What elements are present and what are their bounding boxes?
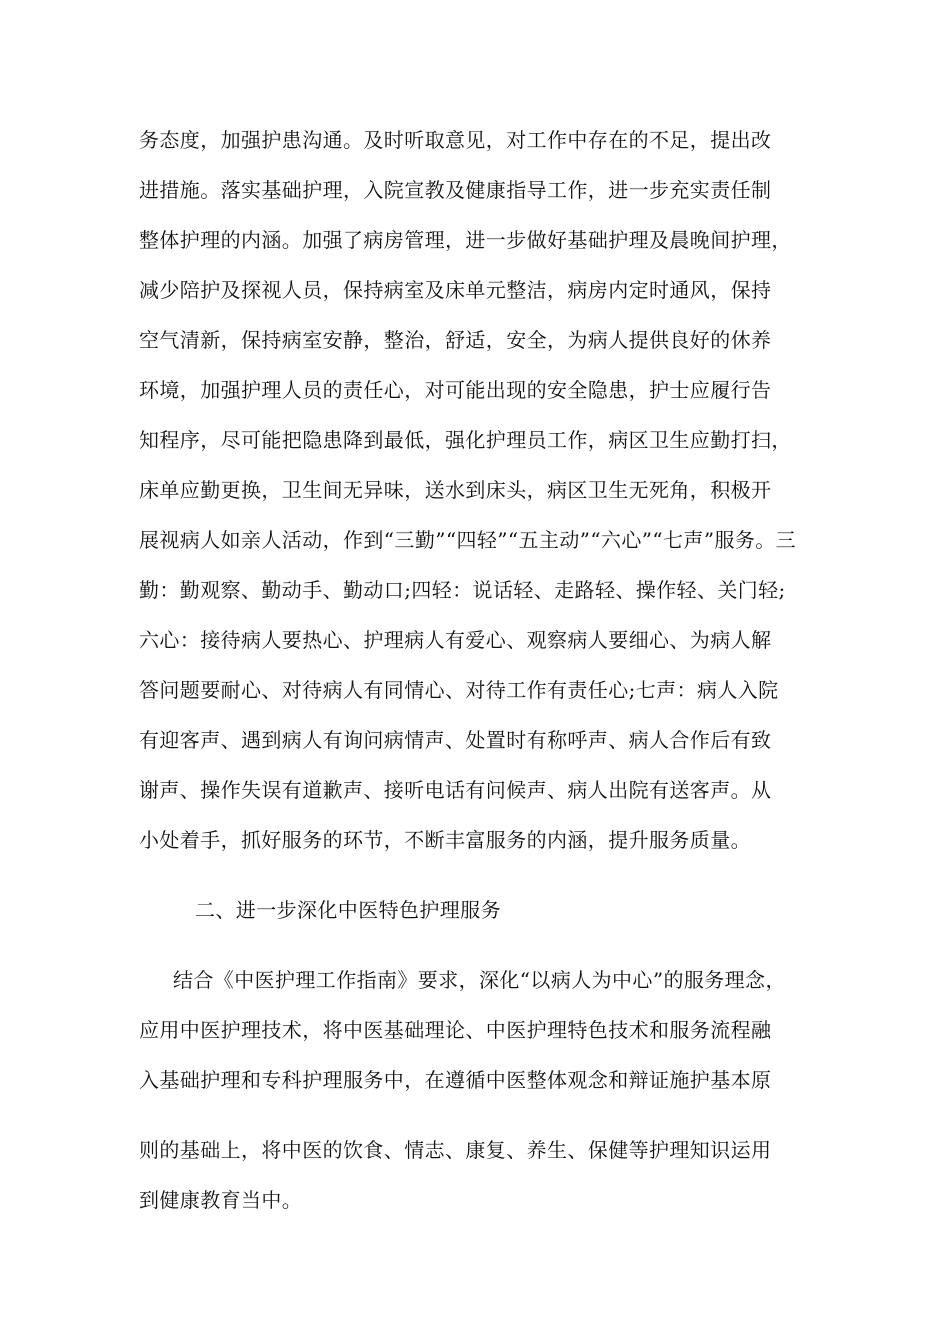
body-line: 有迎客声、遇到病人有询问病情声、处置时有称呼声、病人合作后有致 xyxy=(139,728,772,752)
body-line: 整体护理的内涵。加强了病房管理，进一步做好基础护理及晨晚间护理， xyxy=(139,228,792,252)
body-line: 知程序，尽可能把隐患降到最低，强化护理员工作，病区卫生应勤打扫， xyxy=(139,428,792,452)
body-line: 进措施。落实基础护理，入院宣教及健康指导工作，进一步充实责任制 xyxy=(139,178,772,202)
body-line: 减少陪护及探视人员，保持病室及床单元整洁，病房内定时通风，保持 xyxy=(139,278,772,302)
body-line: 床单应勤更换，卫生间无异味，送水到床头，病区卫生无死角，积极开 xyxy=(139,478,772,502)
body-line: 空气清新，保持病室安静，整治，舒适，安全，为病人提供良好的休养 xyxy=(139,328,772,352)
body-line: 务态度，加强护患沟通。及时听取意见，对工作中存在的不足，提出改 xyxy=(139,128,772,152)
body-line: 结合《中医护理工作指南》要求，深化“以病人为中心”的服务理念， xyxy=(173,968,786,992)
body-line: 谢声、操作失误有道歉声、接听电话有问候声、病人出院有送客声。从 xyxy=(139,778,772,802)
body-line: 则的基础上，将中医的饮食、情志、康复、养生、保健等护理知识运用 xyxy=(139,1138,772,1162)
body-line: 勤：勤观察、勤动手、勤动口;四轻：说话轻、走路轻、操作轻、关门轻; xyxy=(139,578,786,602)
section-heading: 二、进一步深化中医特色护理服务 xyxy=(195,898,501,922)
body-line: 答问题要耐心、对待病人有同情心、对待工作有责任心;七声：病人入院 xyxy=(139,678,779,702)
body-line: 入基础护理和专科护理服务中，在遵循中医整体观念和辩证施护基本原 xyxy=(139,1068,772,1092)
body-line: 六心：接待病人要热心、护理病人有爱心、观察病人要细心、为病人解 xyxy=(139,628,772,652)
body-line: 环境，加强护理人员的责任心，对可能出现的安全隐患，护士应履行告 xyxy=(139,378,772,402)
body-line: 到健康教育当中。 xyxy=(139,1188,303,1212)
body-line: 展视病人如亲人活动，作到“三勤”“四轻”“五主动”“六心”“七声”服务。三 xyxy=(139,528,797,552)
body-line: 应用中医护理技术，将中医基础理论、中医护理特色技术和服务流程融 xyxy=(139,1018,772,1042)
body-line: 小处着手，抓好服务的环节，不断丰富服务的内涵，提升服务质量。 xyxy=(139,828,751,852)
